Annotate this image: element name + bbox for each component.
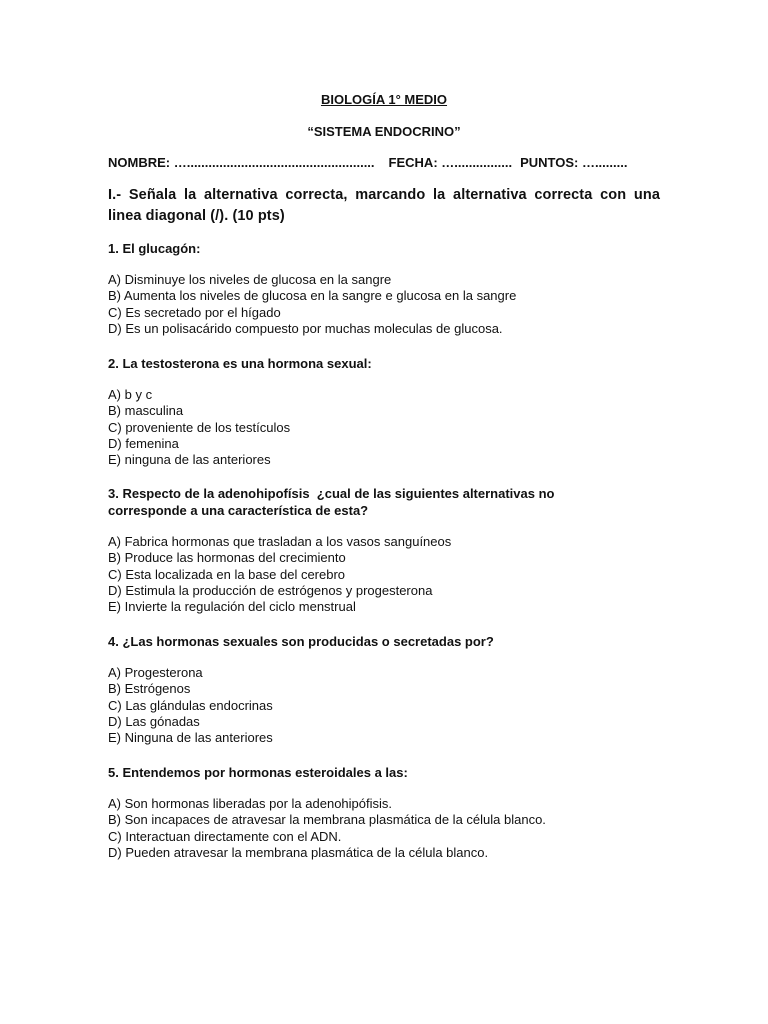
option-a[interactable]: A) Progesterona (108, 665, 203, 680)
option-b[interactable]: B) Produce las hormonas del crecimiento (108, 550, 346, 566)
option-d[interactable]: D) Es un polisacárido compuesto por muchas moleculas de glucosa. (108, 320, 503, 336)
option-c[interactable]: C) proveniente de los testículos (108, 419, 291, 435)
page-title (108, 92, 660, 107)
question-title: 2. La testosterona es una hormona sexual: (108, 356, 372, 371)
option-c[interactable]: C) Es secretado por el hígado (108, 304, 281, 320)
question-title-line-1: 3. Respecto de la adenohipofísis ¿cual de las siguientes alternativas no (108, 486, 555, 501)
option-e[interactable]: E) ninguna de las anteriores (108, 452, 271, 468)
option-a[interactable]: A) Fabrica hormonas que trasladan a los vasos sanguíneos (108, 534, 452, 549)
question-title: 1. El glucagón: (108, 241, 201, 256)
option-list (108, 387, 660, 468)
option-d[interactable]: D) Estimula la producción de estrógenos y progesterona (108, 582, 433, 598)
option-list (108, 665, 660, 746)
option-list (108, 534, 660, 615)
question-1 (108, 240, 660, 337)
student-fields (108, 155, 660, 170)
option-d[interactable]: D) Pueden atravesar la membrana plasmática de la célula blanco. (108, 844, 489, 860)
question-title: 5. Entendemos por hormonas esteroidales a las: (108, 765, 408, 780)
question-3 (108, 485, 660, 615)
option-c[interactable]: C) Interactuan directamente con el ADN. (108, 828, 342, 844)
option-b[interactable]: B) Estrógenos (108, 681, 191, 697)
fecha-field[interactable]: FECHA: …................ (388, 155, 513, 170)
option-b[interactable]: B) masculina (108, 403, 184, 419)
puntos-field[interactable]: PUNTOS: …......... (520, 155, 628, 170)
question-4 (108, 633, 660, 746)
option-a[interactable]: A) Son hormonas liberadas por la adenohipófisis. (108, 796, 393, 811)
option-c[interactable]: C) Esta localizada en la base del cerebro (108, 566, 346, 582)
option-b[interactable]: B) Son incapaces de atravesar la membrana plasmática de la célula blanco. (108, 812, 546, 828)
option-d[interactable]: D) Las gónadas (108, 713, 200, 729)
option-d[interactable]: D) femenina (108, 435, 179, 451)
question-2 (108, 355, 660, 468)
option-a[interactable]: A) Disminuye los niveles de glucosa en la sangre (108, 272, 392, 287)
page-title-text: BIOLOGÍA 1° MEDIO (320, 92, 448, 107)
instructions-text: I.- Señala la alternativa correcta, marcando la alternativa correcta con una linea diagonal (/). (10 pts) (108, 187, 660, 224)
question-title (108, 485, 660, 519)
option-e[interactable]: E) Ninguna de las anteriores (108, 730, 273, 746)
option-b[interactable]: B) Aumenta los niveles de glucosa en la sangre e glucosa en la sangre (108, 288, 517, 304)
question-title: 4. ¿Las hormonas sexuales son producidas o secretadas por? (108, 634, 494, 649)
option-list (108, 796, 660, 861)
question-title-line-2: corresponde a una característica de esta? (108, 503, 369, 518)
option-e[interactable]: E) Invierte la regulación del ciclo menstrual (108, 599, 356, 615)
nombre-field[interactable]: NOMBRE: ….................................................... (108, 155, 375, 170)
question-5 (108, 764, 660, 861)
option-a[interactable]: A) b y c (108, 387, 153, 402)
page-subtitle: “SISTEMA ENDOCRINO” (307, 124, 461, 139)
option-c[interactable]: C) Las glándulas endocrinas (108, 697, 273, 713)
option-list (108, 272, 660, 337)
